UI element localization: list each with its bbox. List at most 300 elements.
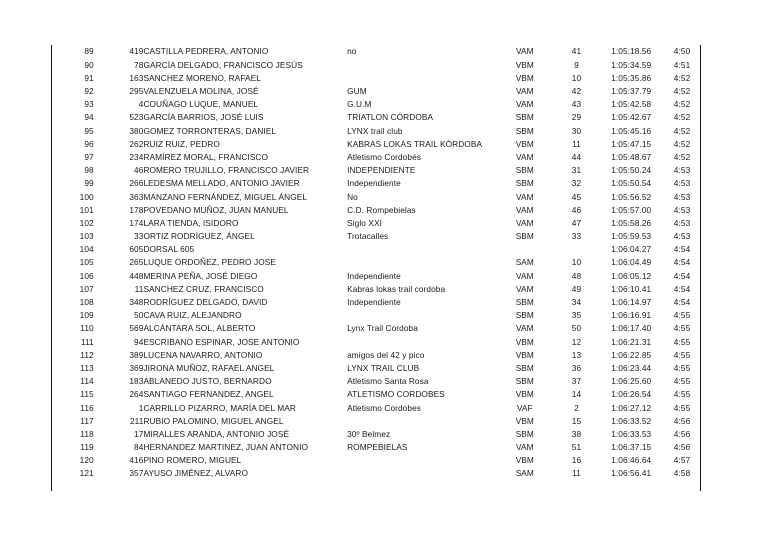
table-row (52, 58, 700, 71)
row-bib-number: 523 (129, 112, 144, 123)
row-bib-number: 416 (129, 455, 144, 466)
row-runner-name: MANZANO FERNÁNDEZ, MIGUEL ÁNGEL (143, 191, 308, 202)
row-bib-number: 357 (129, 468, 144, 479)
row-bib-number: 183 (129, 376, 144, 387)
row-finish-time: 1:05:59.53 (611, 231, 652, 242)
row-category: VBM (515, 455, 534, 466)
row-position: 111 (80, 336, 94, 347)
row-runner-name: ORTIZ RODRÍGUEZ, ÁNGEL (143, 231, 255, 242)
row-pace: 4:55 (673, 376, 691, 387)
row-bib-number: 363 (129, 191, 144, 202)
row-category-position: 32 (571, 178, 582, 189)
row-category: VAF (516, 402, 533, 413)
row-category: SBM (515, 178, 534, 189)
row-bib-number: 11 (134, 283, 144, 294)
row-category: SBM (515, 297, 534, 307)
row-club: amigos del 42 y pico (347, 349, 425, 360)
table-row (52, 414, 700, 427)
row-category-position (555, 243, 599, 256)
row-pace: 4:56 (673, 428, 691, 439)
row-category-position: 16 (571, 455, 582, 466)
table-row (52, 282, 700, 295)
row-runner-name: SANTIAGO FERNANDEZ, ANGEL (143, 389, 274, 400)
row-runner-name: ABLANEDO JUSTO, BERNARDO (143, 376, 272, 387)
row-runner-name: RUIZ RUIZ, PEDRO (143, 138, 220, 149)
row-pace: 4:52 (673, 125, 691, 136)
row-category: SBM (515, 165, 534, 176)
row-category-position: 36 (571, 362, 582, 373)
row-finish-time: 1:06:56.41 (611, 468, 652, 479)
row-pace: 4:56 (673, 442, 691, 453)
row-club: Atletismo Cordobés (347, 151, 422, 162)
row-bib-number: 211 (129, 415, 144, 426)
row-finish-time: 1:05:47.15 (611, 138, 652, 149)
row-category-position: 31 (571, 165, 582, 176)
row-category-position: 48 (571, 270, 582, 281)
row-club: G.U.M (347, 99, 372, 110)
row-category-position: 33 (571, 231, 582, 242)
row-finish-time: 1:06:04.49 (611, 257, 652, 268)
row-position: 90 (84, 59, 94, 70)
row-finish-time: 1:06:17.40 (611, 323, 652, 334)
row-club (347, 414, 495, 427)
row-category: VAM (515, 442, 534, 453)
row-category: SAM (515, 257, 534, 268)
row-runner-name: POVEDANO MUÑOZ, JUAN MANUEL (143, 204, 289, 215)
row-finish-time: 1:06:27.12 (611, 402, 652, 413)
row-runner-name: ESCRIBANO ESPINAR, JOSE ANTONIO (143, 336, 300, 347)
row-club: ROMPEBIELAS (347, 442, 408, 453)
row-finish-time: 1:05:37.79 (611, 86, 652, 96)
row-finish-time: 1:06:33.53 (611, 428, 652, 439)
row-runner-name: SANCHEZ MORENO, RAFAEL (143, 72, 261, 83)
row-bib-number: 33 (134, 231, 144, 242)
row-club (347, 256, 495, 269)
row-finish-time: 1:05:50.24 (611, 165, 652, 176)
row-bib-number: 369 (129, 362, 144, 373)
results-table-body (52, 45, 700, 480)
row-club: Kabras lokas trail cordoba (347, 283, 446, 294)
row-club: 30º Belmez (347, 428, 391, 439)
row-finish-time: 1:05:48.67 (611, 151, 652, 162)
table-row (52, 348, 700, 361)
row-pace: 4:55 (673, 336, 691, 347)
row-category: SBM (515, 231, 534, 242)
row-position: 107 (79, 283, 94, 294)
row-finish-time: 1:05:34.59 (611, 59, 652, 70)
row-position: 105 (79, 257, 94, 268)
row-category-position: 10 (571, 257, 582, 268)
row-finish-time: 1:05:50.54 (611, 178, 652, 189)
row-runner-name: PINO ROMERO, MIGUEL (143, 455, 242, 466)
row-pace: 4:55 (673, 310, 691, 321)
row-category: SBM (515, 310, 534, 321)
row-pace: 4:53 (673, 217, 691, 228)
row-category: VAM (515, 151, 534, 162)
row-runner-name: RUBIO PALOMINO, MIGUEL ANGEL (143, 415, 284, 426)
row-position: 119 (80, 442, 94, 453)
table-row (52, 243, 700, 256)
row-finish-time: 1:05:42.67 (611, 112, 652, 123)
row-club (347, 454, 495, 467)
row-position: 94 (84, 112, 94, 123)
row-runner-name: GARCÍA DELGADO, FRANCISCO JESÚS (143, 59, 303, 70)
row-position: 97 (84, 151, 94, 162)
row-category: VBM (515, 349, 534, 360)
row-runner-name: SANCHEZ CRUZ, FRANCISCO (143, 283, 264, 294)
row-bib-number: 262 (129, 138, 144, 149)
row-category-position: 44 (571, 151, 582, 162)
table-row (52, 441, 700, 454)
row-position: 91 (84, 72, 94, 83)
row-pace: 4:54 (673, 257, 691, 268)
row-position: 109 (79, 310, 94, 321)
results-table (52, 45, 700, 480)
table-row (52, 375, 700, 388)
row-category-position: 34 (571, 297, 582, 307)
row-position: 113 (80, 362, 94, 373)
row-pace: 4:53 (673, 178, 691, 189)
row-bib-number: 348 (129, 297, 144, 307)
row-finish-time: 1:06:33.52 (611, 415, 652, 426)
table-row (52, 309, 700, 322)
row-pace: 4:52 (673, 138, 691, 149)
row-bib-number: 295 (129, 86, 144, 96)
row-category-position: 2 (574, 402, 579, 413)
row-runner-name: VALENZUELA MOLINA, JOSÉ (143, 86, 259, 96)
row-runner-name: MERINA PEÑA, JOSÉ DIEGO (143, 270, 258, 281)
row-club (347, 335, 495, 348)
row-finish-time: 1:06:26.54 (611, 389, 652, 400)
table-row (52, 71, 700, 84)
table-row (52, 177, 700, 190)
row-category-position: 38 (571, 428, 582, 439)
row-bib-number: 569 (129, 323, 144, 334)
row-bib-number: 50 (134, 310, 144, 321)
row-finish-time: 1:06:37.15 (611, 442, 652, 453)
row-finish-time: 1:06:05.12 (611, 270, 652, 281)
table-row (52, 85, 700, 98)
row-category-position: 47 (571, 217, 582, 228)
row-finish-time: 1:05:45.16 (611, 125, 652, 136)
row-position: 114 (80, 376, 94, 387)
row-category-position: 12 (571, 336, 582, 347)
row-position: 99 (84, 178, 94, 189)
row-runner-name: CASTILLA PEDRERA, ANTONIO (143, 46, 269, 57)
row-category: SBM (515, 125, 534, 136)
row-category: VAM (515, 204, 534, 215)
results-table-block (51, 45, 701, 491)
row-bib-number: 234 (129, 151, 144, 162)
row-position: 98 (84, 165, 94, 176)
row-runner-name: HERNANDEZ MARTINEZ, JUAN ANTONIO (143, 442, 309, 453)
row-category-position: 43 (571, 99, 582, 110)
row-position: 120 (79, 455, 94, 466)
row-position: 100 (79, 191, 94, 202)
table-row (52, 269, 700, 282)
row-club: Lynx Trail Cordoba (347, 323, 418, 334)
row-bib-number: 178 (129, 204, 144, 215)
row-club (347, 243, 495, 256)
row-position: 96 (84, 138, 94, 149)
row-position: 117 (80, 415, 94, 426)
row-category: VAM (515, 270, 534, 281)
row-pace: 4:57 (673, 455, 691, 466)
table-row (52, 362, 700, 375)
row-bib-number: 174 (129, 217, 144, 228)
row-pace: 4:54 (673, 283, 691, 294)
row-category-position: 30 (571, 125, 582, 136)
row-position: 92 (84, 86, 94, 96)
row-club: Siglo XXI (347, 217, 382, 228)
row-finish-time: 1:05:35.86 (611, 72, 652, 83)
row-category-position: 29 (571, 112, 582, 123)
row-pace: 4:50 (673, 46, 691, 57)
row-category-position: 15 (571, 415, 582, 426)
row-category: VBM (515, 389, 534, 400)
row-category: VAM (515, 323, 534, 334)
row-finish-time: 1:06:16.91 (611, 310, 652, 321)
row-bib-number: 94 (134, 336, 144, 347)
row-position: 93 (84, 99, 94, 110)
row-club (347, 58, 495, 71)
row-pace: 4:58 (673, 468, 691, 479)
row-category: SAM (515, 468, 534, 479)
row-bib-number: 419 (129, 46, 144, 57)
table-row (52, 335, 700, 348)
row-position: 110 (80, 323, 94, 334)
row-runner-name: GOMEZ TORRONTERAS, DANIEL (143, 125, 277, 136)
row-runner-name: ALCÁNTARA SOL, ALBERTO (143, 323, 256, 334)
row-category: VBM (515, 138, 534, 149)
row-category-position: 9 (574, 59, 579, 70)
row-category-position: 11 (572, 138, 581, 149)
table-row (52, 256, 700, 269)
row-club (347, 309, 495, 322)
row-position: 104 (79, 244, 94, 255)
row-category: VAM (515, 191, 534, 202)
row-pace: 4:52 (673, 151, 691, 162)
table-row (52, 322, 700, 335)
row-club (347, 71, 495, 84)
row-category-position: 13 (571, 349, 582, 360)
table-row (52, 427, 700, 440)
row-pace: 4:54 (673, 270, 691, 281)
row-category-position: 45 (571, 191, 582, 202)
row-category-position: 46 (571, 204, 582, 215)
row-runner-name: COUÑAGO LUQUE, MANUEL (143, 99, 259, 110)
table-row (52, 401, 700, 414)
row-club: Independiente (347, 270, 401, 281)
row-runner-name: AYUSO JIMÉNEZ, ALVARO (143, 468, 248, 479)
row-finish-time: 1:05:18.56 (611, 46, 652, 57)
row-finish-time: 1:05:58.26 (611, 217, 652, 228)
row-bib-number: 163 (129, 72, 144, 83)
row-pace: 4:55 (673, 362, 691, 373)
row-pace: 4:52 (673, 86, 691, 96)
row-category: VAM (515, 46, 534, 57)
row-category (495, 243, 555, 256)
row-category-position: 10 (571, 72, 582, 83)
row-club: Independiente (347, 178, 401, 189)
table-row (52, 45, 700, 58)
row-finish-time: 1:06:22.85 (611, 349, 652, 360)
row-bib-number: 1 (138, 402, 144, 413)
row-bib-number: 389 (129, 349, 144, 360)
row-category: VAM (515, 217, 534, 228)
table-row (52, 296, 700, 309)
row-runner-name: DORSAL 605 (143, 244, 195, 255)
table-row (52, 164, 700, 177)
row-position: 108 (79, 297, 94, 307)
row-category: VAM (515, 86, 534, 96)
row-category: SBM (515, 376, 534, 387)
row-pace: 4:53 (673, 191, 691, 202)
row-runner-name: CARRILLO PIZARRO, MARÍA DEL MAR (143, 402, 296, 413)
row-finish-time: 1:05:56.52 (611, 191, 652, 202)
row-bib-number: 265 (129, 257, 144, 268)
row-bib-number: 84 (134, 442, 144, 453)
row-finish-time: 1:06:23.44 (611, 362, 652, 373)
row-club: GUM (347, 86, 367, 96)
row-club: Atletismo Santa Rosa (347, 376, 429, 387)
row-runner-name: ROMERO TRUJILLO, FRANCISCO JAVIER (143, 165, 310, 176)
row-club: INDEPENDIENTE (347, 165, 416, 176)
row-pace: 4:52 (673, 99, 691, 110)
row-pace: 4:55 (673, 389, 691, 400)
row-bib-number: 78 (134, 59, 144, 70)
row-runner-name: MIRALLES ARANDA, ANTONIO JOSÉ (143, 428, 290, 439)
row-pace: 4:55 (673, 402, 691, 413)
row-finish-time: 1:05:42.58 (611, 99, 652, 110)
row-position: 115 (80, 389, 94, 400)
row-position: 121 (79, 468, 94, 479)
row-bib-number: 266 (129, 178, 144, 189)
row-category: SBM (515, 112, 534, 123)
row-pace: 4:51 (673, 59, 691, 70)
table-row (52, 454, 700, 467)
row-category-position: 50 (571, 323, 582, 334)
row-pace: 4:54 (673, 297, 691, 307)
row-runner-name: RAMÍREZ MORAL, FRANCISCO (143, 151, 269, 162)
table-row (52, 124, 700, 137)
row-category: SBM (515, 362, 534, 373)
row-club: no (347, 46, 357, 57)
row-category-position: 41 (571, 46, 582, 57)
table-row (52, 467, 700, 480)
row-finish-time: 1:06:14.97 (611, 297, 652, 307)
row-category: VAM (515, 283, 534, 294)
row-club (347, 467, 495, 480)
row-position: 103 (79, 231, 94, 242)
row-category: VAM (515, 99, 534, 110)
row-club: TRIATLON CÓRDOBA (347, 112, 434, 123)
row-club: Independiente (347, 297, 401, 307)
row-finish-time: 1:06:10.41 (611, 283, 652, 294)
row-bib-number: 448 (129, 270, 144, 281)
row-club: KABRAS LOKAS TRAIL KÓRDOBA (347, 138, 483, 149)
row-club: LYNX TRAIL CLUB (347, 362, 420, 373)
row-category: VBM (515, 336, 534, 347)
row-position: 118 (80, 428, 94, 439)
row-category-position: 14 (571, 389, 582, 400)
row-club: No (347, 191, 358, 202)
row-position: 101 (79, 204, 94, 215)
row-category-position: 11 (572, 468, 581, 479)
row-position: 95 (84, 125, 94, 136)
row-category: SBM (515, 428, 534, 439)
row-bib-number: 4 (138, 99, 144, 110)
row-pace: 4:53 (673, 231, 691, 242)
table-row (52, 151, 700, 164)
row-runner-name: RODRÍGUEZ DELGADO, DAVID (143, 297, 268, 307)
row-finish-time: 1:06:21.31 (611, 336, 652, 347)
row-club: ATLETISMO CORDOBES (347, 389, 445, 400)
row-category-position: 49 (571, 283, 582, 294)
row-runner-name: LARA TIENDA, ISIDORO (143, 217, 239, 228)
row-category-position: 37 (571, 376, 582, 387)
row-pace: 4:54 (673, 244, 691, 255)
row-club: Atletismo Cordobes (347, 402, 422, 413)
row-pace: 4:55 (673, 349, 691, 360)
row-club: C.D. Rompebielas (347, 204, 416, 215)
row-runner-name: LUQUE ORDOÑEZ, PEDRO JOSE (143, 257, 276, 268)
table-row (52, 111, 700, 124)
row-pace: 4:52 (673, 72, 691, 83)
row-runner-name: LEDESMA MELLADO, ANTONIO JAVIER (143, 178, 300, 189)
row-pace: 4:53 (673, 165, 691, 176)
table-row (52, 216, 700, 229)
row-position: 116 (80, 402, 94, 413)
row-category-position: 35 (571, 310, 582, 321)
table-row (52, 388, 700, 401)
row-bib-number: 264 (129, 389, 144, 400)
row-pace: 4:53 (673, 204, 691, 215)
row-finish-time: 1:05:57.00 (611, 204, 652, 215)
table-row (52, 98, 700, 111)
row-runner-name: LUCENA NAVARRO, ANTONIO (143, 349, 263, 360)
row-finish-time: 1:06:25.60 (611, 376, 652, 387)
row-category-position: 51 (571, 442, 582, 453)
row-finish-time: 1:06:04.27 (611, 244, 652, 255)
row-category-position: 42 (571, 86, 582, 96)
row-bib-number: 17 (134, 428, 144, 439)
table-row (52, 137, 700, 150)
row-category: VBM (515, 72, 534, 83)
row-bib-number: 605 (129, 244, 144, 255)
table-row (52, 230, 700, 243)
row-runner-name: CAVA RUIZ, ALEJANDRO (143, 310, 242, 321)
row-category: VBM (515, 415, 534, 426)
row-club: Trotacalles (347, 231, 389, 242)
row-runner-name: JIRONA MUÑOZ, RAFAEL ANGEL (143, 362, 275, 373)
row-position: 112 (80, 349, 94, 360)
row-pace: 4:56 (673, 415, 691, 426)
row-position: 106 (79, 270, 94, 281)
row-finish-time: 1:06:46.64 (611, 455, 652, 466)
row-bib-number: 46 (134, 165, 144, 176)
row-position: 89 (84, 46, 94, 57)
row-club: LYNX trail club (347, 125, 403, 136)
row-runner-name: GARCÍA BARRIOS, JOSÉ LUIS (143, 112, 264, 123)
row-position: 102 (79, 217, 94, 228)
table-row (52, 203, 700, 216)
row-bib-number: 380 (129, 125, 144, 136)
row-pace: 4:52 (673, 112, 691, 123)
row-pace: 4:55 (673, 323, 691, 334)
table-row (52, 190, 700, 203)
row-category: VBM (515, 59, 534, 70)
